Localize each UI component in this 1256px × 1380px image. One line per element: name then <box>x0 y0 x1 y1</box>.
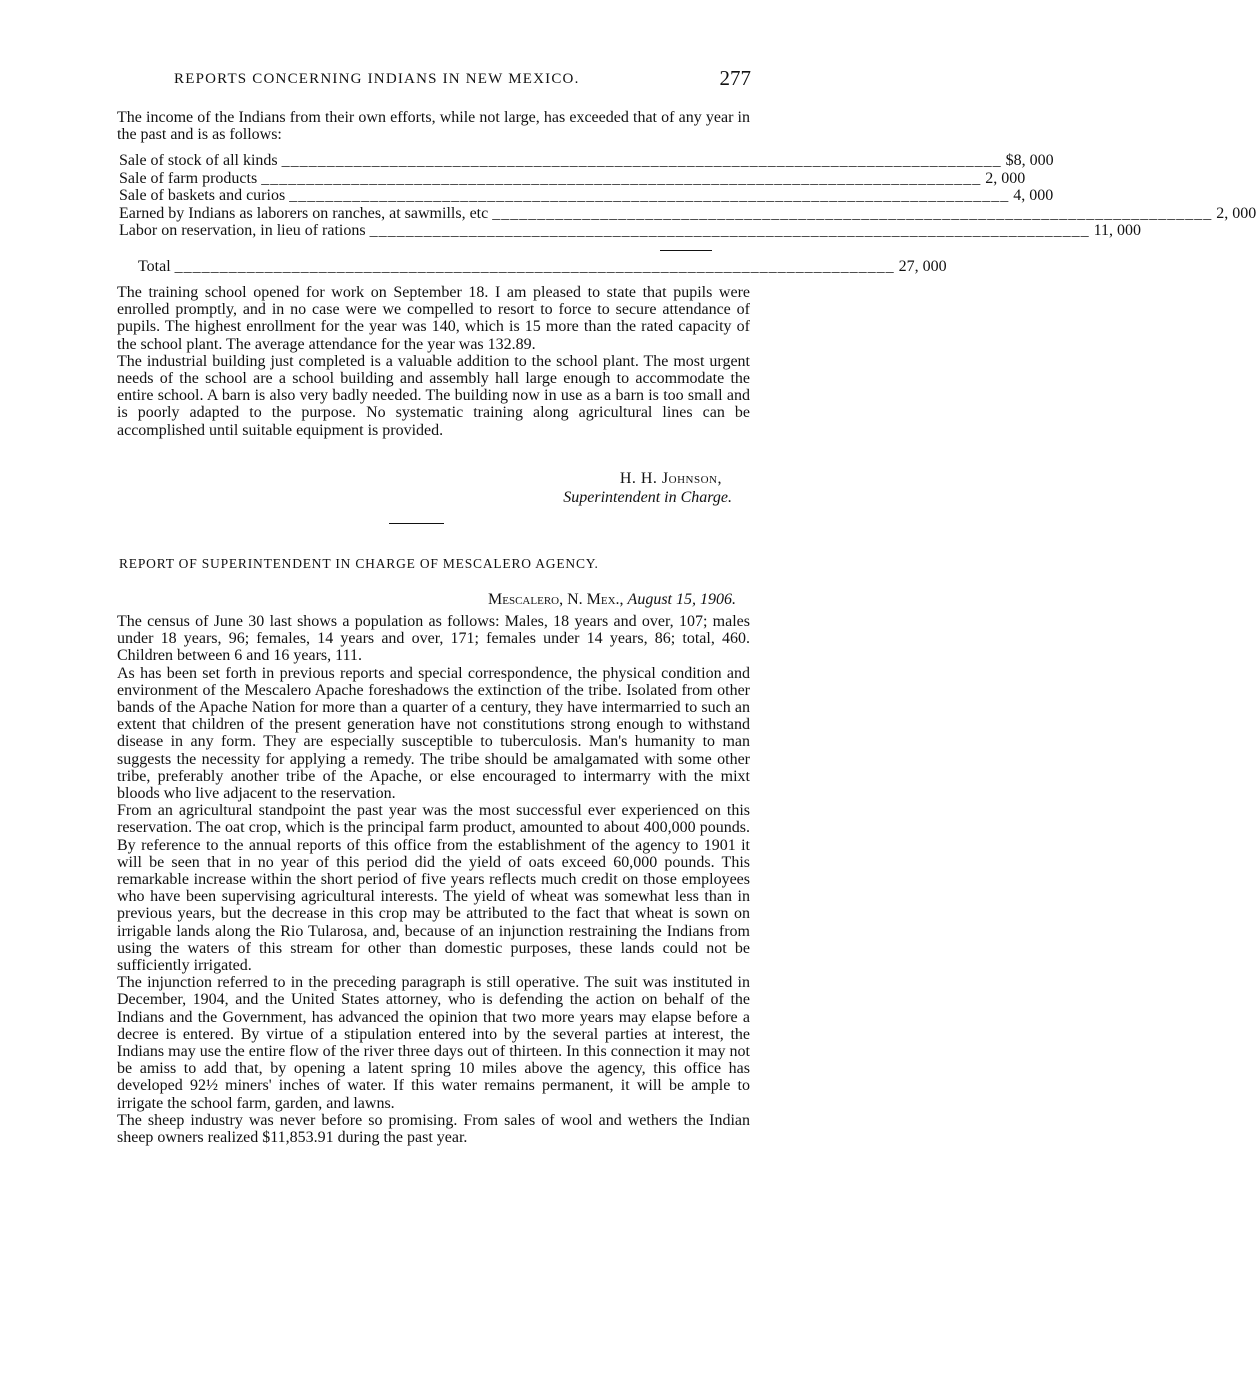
income-label: Labor on reservation, in lieu of rations <box>119 222 366 239</box>
leader-dots: ________________________________________________________________________________ <box>174 258 895 275</box>
total-amount: 27, 000 <box>898 258 947 275</box>
paragraph: The sheep industry was never before so promising. From sales of wool and wethers the Indian sheep owners realized $11,853.91 during the past year. <box>117 1111 750 1147</box>
mescalero-report-body <box>117 613 750 1146</box>
income-row <box>119 222 1141 240</box>
signatory-title: Superintendent in Charge. <box>563 489 732 506</box>
total-row <box>138 258 947 276</box>
income-table <box>119 152 1256 240</box>
page-number: 277 <box>719 66 751 90</box>
paragraph: The census of June 30 last shows a population as follows: Males, 18 years and over, 107; males under 18 years, 96; females, 14 years and over, 171; females under 14 years, 86; total, 460. Children between 6 and 16 years, 111. <box>117 613 750 665</box>
income-row <box>119 152 1054 170</box>
paragraph: The industrial building just completed is a valuable addition to the school plant. The most urgent needs of the school are a school building and assembly hall large enough to accommodate the entire school. A barn is also very badly needed. The building now in use as a barn is too small and is poorly adapted to the purpose. No systematic training along agricultural lines can be accomplished until suitable equipment is provided. <box>117 352 750 439</box>
income-row <box>119 187 1054 205</box>
sum-rule <box>660 250 712 251</box>
running-head <box>118 66 751 94</box>
paragraph: The training school opened for work on September 18. I am pleased to state that pupils were enrolled promptly, and in no case were we compelled to resort to force to secure attendance of pupils. The highest enrollment for the year was 140, which is 15 more than the rated capacity of the school plant. The average attendance for the year was 132.89. <box>117 284 750 353</box>
income-amount: 2, 000 <box>985 169 1026 187</box>
dateline-place: Mescalero, N. Mex., <box>488 591 624 608</box>
income-label: Sale of stock of all kinds <box>119 152 278 169</box>
paragraph: The injunction referred to in the preceding paragraph is still operative. The suit was instituted in December, 1904, and the United States attorney, who is defending the action on behalf of the Indians and the Government, has advanced the opinion that two more years may elapse before a decree is entered. By virtue of a stipulation entered into by the several parties at interest, the Indians may use the entire flow of the river three days out of thirteen. In this connection it may not be amiss to add that, by opening a latent spring 10 miles above the agency, this office has developed 92½ miners' inches of water. If this water remains permanent, it will be ample to irrigate the school farm, garden, and lawns. <box>117 974 750 1112</box>
total-row-wrapper <box>138 258 947 276</box>
dateline-date: August 15, 1906. <box>627 591 736 608</box>
intro-text: The income of the Indians from their own efforts, while not large, has exceeded that of any year in the past and is as follows: <box>117 109 750 144</box>
leader-dots: ________________________________________________________________________________ <box>261 169 982 187</box>
leader-dots: ________________________________________________________________________________ <box>369 222 1090 239</box>
income-row <box>119 169 1026 188</box>
section-title: REPORT OF SUPERINTENDENT IN CHARGE OF MESCALERO AGENCY. <box>119 556 599 571</box>
income-amount: $8, 000 <box>1005 152 1054 169</box>
signatory-name: H. H. Johnson, <box>619 470 722 487</box>
income-label: Sale of baskets and curios <box>119 187 286 204</box>
dateline <box>488 591 736 609</box>
leader-dots: ________________________________________________________________________________ <box>289 187 1010 204</box>
running-title: REPORTS CONCERNING INDIANS IN NEW MEXICO. <box>174 71 580 87</box>
intro-paragraph <box>117 109 750 143</box>
income-label: Earned by Indians as laborers on ranches, at sawmills, etc <box>119 204 489 222</box>
paragraph: As has been set forth in previous reports and special correspondence, the physical condition and environment of the Mescalero Apache foreshadows the extinction of the tribe. Isolated from other bands of the Apache Nation for more than a quarter of a century, they have intermarried to such an extent that children of the present generation have not constitutions strong enough to withstand disease in any form. They are especially susceptible to tuberculosis. Man's humanity to man suggests the necessity for applying a remedy. The tribe should be amalgamated with some other tribe, preferably another tribe of the Apache, or else encouraged to intermarry with the mixt bloods who live adjacent to the reservation. <box>117 664 750 803</box>
leader-dots: ________________________________________________________________________________ <box>281 152 1002 169</box>
total-label: Total <box>138 258 171 275</box>
leader-dots: ________________________________________________________________________________ <box>492 204 1213 222</box>
section-divider <box>389 523 444 524</box>
income-amount: 4, 000 <box>1013 187 1054 204</box>
income-row <box>119 204 1256 223</box>
income-label: Sale of farm products <box>119 169 258 187</box>
income-amount: 11, 000 <box>1093 222 1141 239</box>
signature-block <box>563 469 732 507</box>
paragraph: From an agricultural standpoint the past year was the most successful ever experienced on this reservation. The oat crop, which is the principal farm product, amounted to about 400,000 pounds. By reference to the annual reports of this office from the establishment of the agency to 1901 it will be seen that in no year of this period did the yield of oats exceed 60,000 pounds. This remarkable increase within the short period of five years reflects much credit on those employees who have been supervising agricultural interests. The yield of wheat was somewhat less than in previous years, but the decrease in this crop may be attributed to the fact that wheat is sown on irrigable lands along the Rio Tularosa, and, because of an injunction restraining the Indians from using the waters of this stream for other than domestic purposes, these lands could not be sufficiently irrigated. <box>117 802 750 975</box>
school-paragraphs <box>117 284 750 439</box>
income-amount: 2, 000 <box>1216 204 1256 222</box>
